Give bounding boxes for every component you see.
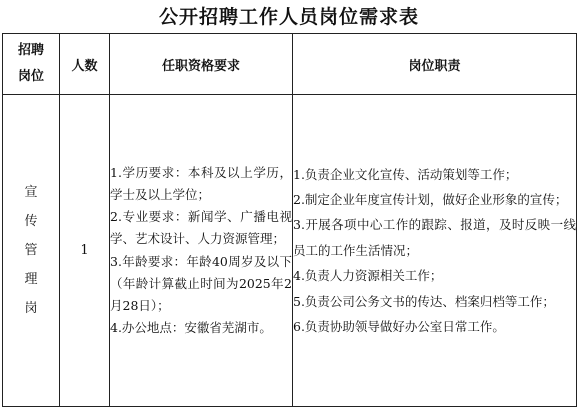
cell-duties: [293, 95, 577, 407]
duty-item: 2.制定企业年度宣传计划，做好企业形象的宣传；: [293, 191, 568, 207]
page-title: 公开招聘工作人员岗位需求表: [158, 6, 419, 28]
cell-position: 宣传管理岗: [3, 95, 60, 407]
duty-item: 3.开展各项中心工作的跟踪、报道，及时反映一线员工的工作生活情况；: [293, 217, 576, 258]
requirement-item: 3.年龄要求：年龄40周岁及以下（年龄计算截止时间为2025年2月28日）；: [110, 253, 292, 313]
duty-item: 1.负责企业文化宣传、活动策划等工作；: [293, 166, 518, 182]
header-count: 人数: [60, 34, 110, 95]
table-row: [3, 95, 577, 407]
header-row: [3, 34, 577, 95]
duty-item: 6.负责协助领导做好办公室日常工作。: [293, 319, 505, 335]
duty-item: 4.负责人力资源相关工作；: [293, 268, 443, 284]
cell-count: 1: [60, 95, 110, 407]
duty-item: 5.负责公司公务文书的传达、档案归档等工作；: [293, 293, 555, 309]
header-position: 招聘岗位: [3, 34, 60, 95]
requirement-item: 4.办公地点：安徽省芜湖市。: [110, 320, 272, 336]
header-requirements: 任职资格要求: [110, 34, 293, 95]
requirement-item: 1.学历要求：本科及以上学历，学士及以上学位；: [110, 164, 292, 202]
position-table: [2, 33, 577, 407]
requirement-item: 2.专业要求：新闻学、广播电视学、艺术设计、人力资源管理；: [110, 209, 292, 247]
cell-requirements: [110, 95, 293, 407]
header-duties: 岗位职责: [293, 34, 577, 95]
